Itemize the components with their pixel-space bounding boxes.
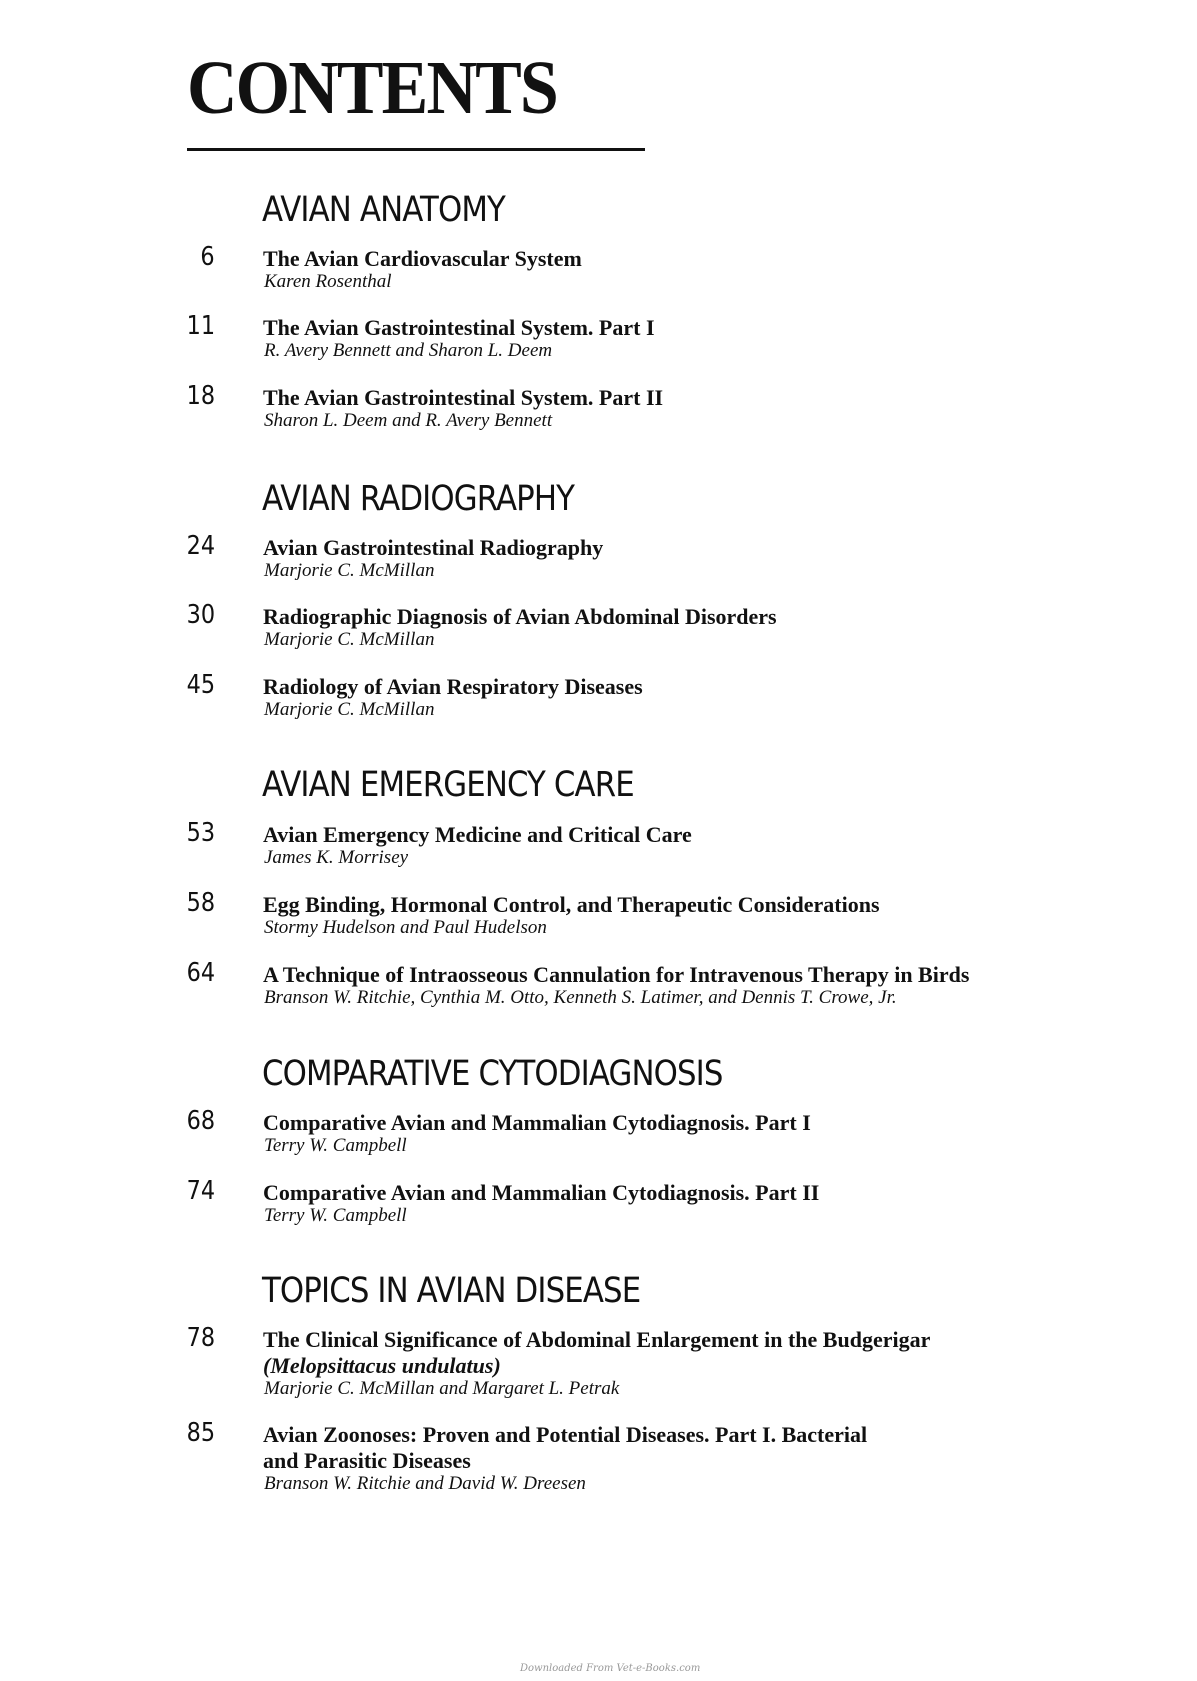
entry-title: The Avian Gastrointestinal System. Part II	[263, 385, 664, 410]
entry-title: Avian Gastrointestinal Radiography	[263, 535, 604, 560]
entry-authors: Marjorie C. McMillan	[264, 629, 435, 650]
entry-title: The Clinical Significance of Abdominal Enlargement in the Budgerigar	[263, 1327, 931, 1352]
entry-page-number: 78	[186, 1323, 215, 1353]
entry-title: Avian Zoonoses: Proven and Potential Diseases. Part I. Bacterial	[263, 1422, 868, 1447]
entry-page-number: 6	[200, 242, 215, 272]
entry-authors: Terry W. Campbell	[264, 1205, 407, 1226]
section-heading: AVIAN RADIOGRAPHY	[262, 479, 575, 519]
footer-watermark: Downloaded From Vet-e-Books.com	[520, 1663, 701, 1674]
entry-authors: Marjorie C. McMillan and Margaret L. Petrak	[264, 1378, 620, 1399]
entry-title: The Avian Gastrointestinal System. Part I	[263, 315, 655, 340]
entry-page-number: 85	[186, 1418, 215, 1448]
entry-page-number: 64	[186, 958, 215, 988]
section-heading: TOPICS IN AVIAN DISEASE	[262, 1271, 641, 1311]
entry-title-continued: and Parasitic Diseases	[263, 1448, 471, 1473]
entry-title: Avian Emergency Medicine and Critical Care	[263, 822, 692, 847]
entry-page-number: 53	[186, 818, 215, 848]
entry-page-number: 68	[186, 1106, 215, 1136]
entry-authors: Branson W. Ritchie and David W. Dreesen	[264, 1473, 586, 1494]
entry-page-number: 45	[186, 670, 215, 700]
entry-authors: Karen Rosenthal	[264, 271, 392, 292]
entry-authors: Terry W. Campbell	[264, 1135, 407, 1156]
section-heading: COMPARATIVE CYTODIAGNOSIS	[262, 1054, 723, 1094]
entry-page-number: 24	[186, 531, 215, 561]
entry-authors: Sharon L. Deem and R. Avery Bennett	[264, 410, 553, 431]
entry-title: The Avian Cardiovascular System	[263, 246, 582, 271]
entry-authors: Stormy Hudelson and Paul Hudelson	[264, 917, 547, 938]
entry-authors: James K. Morrisey	[264, 847, 409, 868]
entry-title: Radiology of Avian Respiratory Diseases	[263, 674, 643, 699]
entry-authors: Marjorie C. McMillan	[264, 560, 435, 581]
species-name: (Melopsittacus undulatus)	[263, 1353, 501, 1378]
entry-title: Egg Binding, Hormonal Control, and Therapeutic Considerations	[263, 892, 880, 917]
entry-title: Comparative Avian and Mammalian Cytodiagnosis. Part II	[263, 1180, 820, 1205]
section-heading: AVIAN EMERGENCY CARE	[262, 765, 634, 805]
entry-authors: Marjorie C. McMillan	[264, 699, 435, 720]
entry-page-number: 18	[186, 381, 215, 411]
entry-title: Radiographic Diagnosis of Avian Abdominal Disorders	[263, 604, 777, 629]
entry-page-number: 58	[186, 888, 215, 918]
title-rule	[187, 148, 645, 151]
entry-page-number: 30	[186, 600, 215, 630]
page-title: CONTENTS	[187, 46, 557, 130]
entry-page-number: 74	[186, 1176, 215, 1206]
entry-authors: R. Avery Bennett and Sharon L. Deem	[264, 340, 553, 361]
section-heading: AVIAN ANATOMY	[262, 190, 505, 230]
entry-page-number: 11	[186, 311, 215, 341]
entry-title-continued	[263, 1353, 1063, 1379]
entry-authors: Branson W. Ritchie, Cynthia M. Otto, Kenneth S. Latimer, and Dennis T. Crowe, Jr.	[264, 987, 897, 1008]
entry-title: Comparative Avian and Mammalian Cytodiagnosis. Part I	[263, 1110, 811, 1135]
entry-title: A Technique of Intraosseous Cannulation for Intravenous Therapy in Birds	[263, 962, 970, 987]
